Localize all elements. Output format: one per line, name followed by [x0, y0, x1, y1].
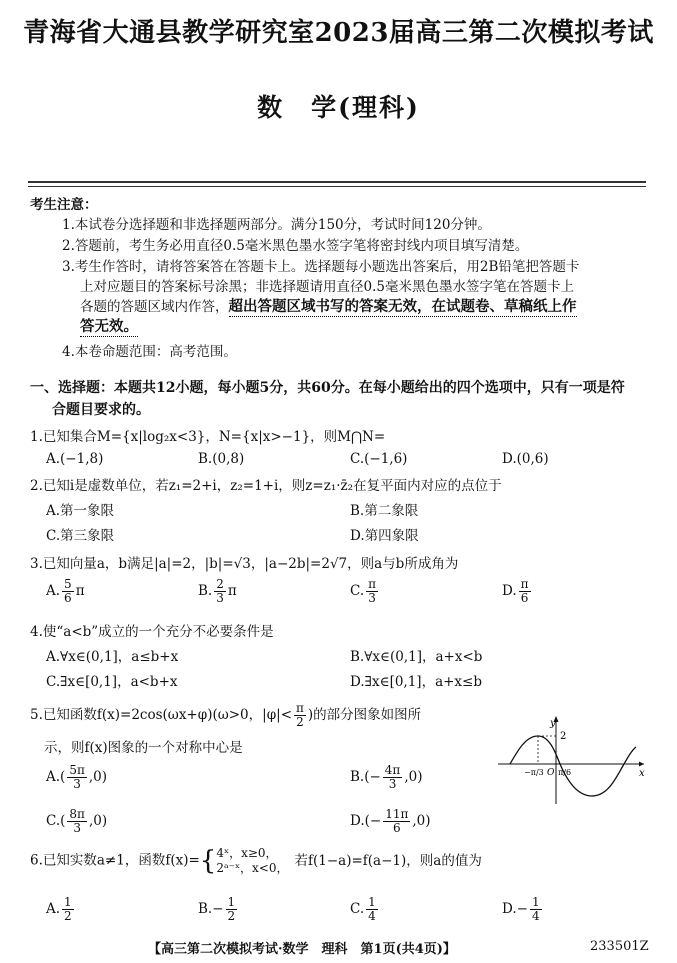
section-heading: 一、选择题：本题共12小题，每小题5分，共60分。在每小题给出的四个选项中，只有一项是符 [30, 380, 625, 396]
q1-option-c: C.(−1,6) [350, 451, 408, 467]
q6-option-c: C. $\frac{1}{4}$ [350, 895, 376, 923]
q3-option-b: B. $\frac{2}{3}$ π [198, 577, 237, 605]
exam-title: 青海省大通县教学研究室2023届高三第二次模拟考试 [23, 18, 654, 48]
page-footer: 【高三第二次模拟考试·数学 理科 第1页(共4页)】 [148, 942, 456, 957]
question-2-stem: 2.已知i是虚数单位，若z₁=2+i，z₂=1+i，则z=z₁·z̄₂在复平面内对应的点位于 [30, 478, 502, 494]
notice-item-3-line-1: 3.考生作答时，请将答案答在答题卡上。选择题每小题选出答案后，用2B铅笔把答题卡 [62, 259, 580, 275]
cosine-graph [498, 714, 648, 806]
divider-rule [28, 181, 646, 183]
curve [510, 736, 636, 796]
y-axis-label: y [550, 718, 556, 729]
q2-option-b: B.第二象限 [350, 503, 419, 519]
q4-option-c: C.∃x∈[0,1]，a<b+x [46, 674, 178, 690]
origin-label: O [547, 768, 555, 778]
q4-option-d: D.∃x∈[0,1]，a+x≤b [350, 674, 482, 690]
q1-option-b: B.(0,8) [198, 451, 245, 467]
q5-option-c: C.( $\frac{8\pi}{3}$ ,0) [46, 807, 108, 835]
notice-item-2: 2.答题前，考生务必用直径0.5毫米黑色墨水签字笔将密封线内项目填写清楚。 [62, 238, 529, 254]
q5-option-b: B.(− $\frac{4\pi}{3}$ ,0) [350, 763, 423, 791]
x-tick-right-label: π/6 [558, 768, 572, 777]
q3-option-a: A. $\frac{5}{6}$ π [46, 577, 85, 605]
x-axis-arrow [639, 762, 644, 767]
q4-option-b: B.∀x∈(0,1]，a+x<b [350, 649, 483, 665]
q2-option-a: A.第一象限 [46, 503, 115, 519]
q2-option-d: D.第四象限 [350, 528, 419, 544]
paper-code: 233501Z [590, 939, 649, 954]
section-heading-cont: 合题目要求的。 [52, 402, 150, 418]
question-1-stem: 1.已知集合M={x|log₂x<3}，N={x|x>−1}，则M⋂N= [30, 429, 386, 445]
q5-option-a: A.( $\frac{5\pi}{3}$ ,0) [46, 763, 107, 791]
q4-option-a: A.∀x∈(0,1]，a≤b+x [46, 649, 179, 665]
q5-option-d: D.(− $\frac{11\pi}{6}$ ,0) [350, 807, 431, 835]
divider-rule-thin [28, 186, 646, 187]
x-axis-label: x [639, 768, 645, 779]
q3-option-d: D. $\frac{\pi}{6}$ [502, 577, 529, 605]
notice-item-3-line-3: 各题的答题区域内作答，超出答题区域书写的答案无效，在试题卷、草稿纸上作 [80, 298, 577, 315]
notice-item-1: 1.本试卷分选择题和非选择题两部分。满分150分，考试时间120分钟。 [62, 217, 491, 233]
x-tick-left-label: −π/3 [524, 768, 544, 777]
notice-heading: 考生注意： [30, 197, 98, 213]
q6-option-d: D.− $\frac{1}{4}$ [502, 895, 540, 923]
q6-option-a: A. $\frac{1}{2}$ [46, 895, 72, 923]
question-5-stem-line-2: 示，则f(x)图象的一个对称中心是 [44, 740, 243, 756]
q3-option-c: C. $\frac{\pi}{3}$ [350, 577, 377, 605]
notice-item-4: 4.本卷命题范围：高考范围。 [62, 344, 237, 360]
q2-option-c: C.第三象限 [46, 528, 115, 544]
q1-option-a: A.(−1,8) [46, 451, 104, 467]
exam-subject: 数 学(理科) [257, 93, 420, 122]
notice-item-3-line-2: 上对应题目的答案标号涂黑；非选择题请用直径0.5毫米黑色墨水签字笔在答题卡上 [80, 279, 574, 295]
invalid-answer-warning: 超出答题区域书写的答案无效，在试题卷、草稿纸上作 [228, 298, 577, 315]
q1-option-d: D.(0,6) [502, 451, 549, 467]
question-4-stem: 4.使“a<b”成立的一个充分不必要条件是 [30, 624, 274, 640]
notice-item-3-line-4: 答无效。 [80, 318, 138, 335]
question-3-stem: 3.已知向量a，b满足|a|=2，|b|=√3，|a−2b|=2√7，则a与b所成角为 [30, 556, 459, 572]
question-5-stem: 5.已知函数f(x)=2cos(ωx+φ)(ω>0，|φ|< $\frac{\pi}{2}$ )的部分图象如图所 [30, 701, 422, 729]
q6-option-b: B.− $\frac{1}{2}$ [198, 895, 236, 923]
question-6-stem: 6.已知实数a≠1，函数f(x)={ 4ˣ，x≥0， 2ᵃ⁻ˣ，x<0， 若f(1−a)=f(a−1)，则a的值为 [30, 846, 482, 876]
y-tick-label: 2 [560, 731, 567, 742]
